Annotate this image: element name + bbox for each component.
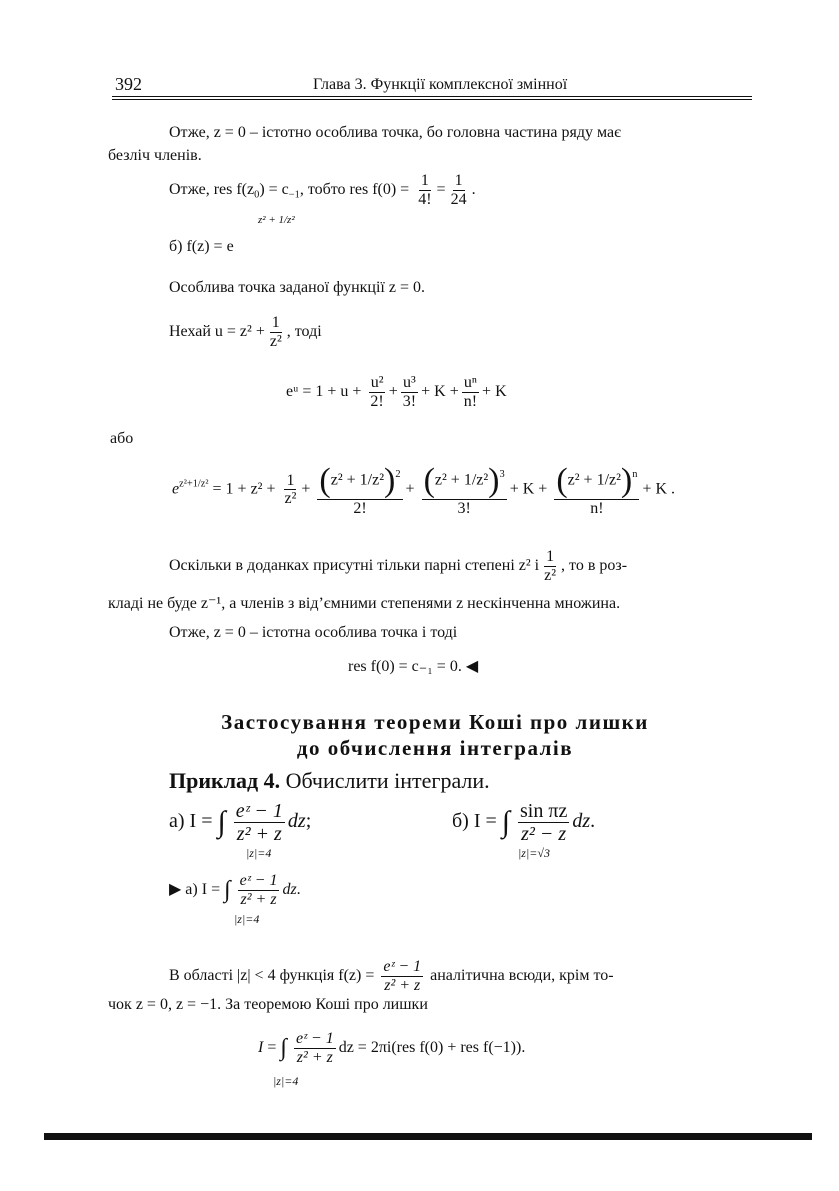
limit-b: |z|=√3 <box>518 846 550 860</box>
residue-prefix: Отже, res f(z <box>169 180 255 198</box>
residue-mid: ) = c <box>259 180 289 198</box>
conclusion-text: Отже, z = 0 – істотна особлива точка і тоді <box>169 624 458 641</box>
residue-tail: , тобто res f(0) = <box>299 180 410 198</box>
header-rule <box>112 96 752 97</box>
example-heading <box>169 768 490 794</box>
residue-line: Отже, res $f(z_0) = c_{-1}$, тобто res f(0) = $\frac{1}{4!}$ = $\frac{1}{24}$ . <box>169 172 476 208</box>
region-line: В області |z| < 4 функція f(z) = $\frac{\text{eᶻ − 1}}{\text{z² + z}}$ аналітична всюди, крім то- <box>169 958 614 994</box>
page-number: 392 <box>115 74 142 94</box>
fraction-sol-a: $\frac{\text{eᶻ − 1}}{\text{z² + z}}$ <box>239 872 278 908</box>
final-integral: I = ∫ $\frac{\text{eᶻ − 1}}{\text{z² + z}}$ dz = 2πi(res f(0) + res f(−1)). <box>258 1030 526 1066</box>
fraction-u3: $\frac{\text{u³}}{3!}$ <box>402 374 417 410</box>
header-rule-double <box>112 99 752 100</box>
bottom-rule <box>44 1133 812 1140</box>
item-b-label: б) f(z) = e <box>169 238 234 255</box>
example-label: Приклад 4. <box>169 768 281 793</box>
residue-result: res f(0) = c₋₁ = 0. ◀ <box>348 658 479 675</box>
fraction-termn: $\frac{(z^2 + 1/z^2)^n}{n!}$ <box>556 462 638 518</box>
limit-a: |z|=4 <box>246 846 272 860</box>
fraction-term3: $\frac{(z^2 + 1/z^2)^3}{3!}$ <box>423 462 505 518</box>
fraction-b: $\frac{\text{sin πz}}{\text{z² − z}}$ <box>520 800 568 845</box>
since-line: Оскільки в доданках присутні тільки парні степені z² і $\frac{1}{\text{z²}}$ , то в роз- <box>169 548 628 584</box>
section-title-line1: Застосування теореми Коші про лишки <box>221 710 649 734</box>
or-word: або <box>110 430 134 447</box>
limit-sol-a: |z|=4 <box>234 912 260 926</box>
fraction-1-over-24: $\frac{1}{24}$ <box>450 172 467 208</box>
fraction-region: $\frac{\text{eᶻ − 1}}{\text{z² + z}}$ <box>383 958 422 994</box>
paragraph-essential-point-cont: безліч членів. <box>108 147 202 164</box>
section-title-line2: до обчислення інтегралів <box>296 736 574 760</box>
let-u-line: Нехай u = z² + $\frac{1}{\text{z²}}$ , тоді <box>169 314 322 350</box>
fraction-un: $\frac{\text{uⁿ}}{n!}$ <box>463 374 478 410</box>
paragraph-essential-point: Отже, z = 0 – істотно особлива точка, бо головна частина ряду має <box>169 124 622 141</box>
fraction-u2: $\frac{\text{u²}}{2!}$ <box>370 374 384 410</box>
fraction-term2: $\frac{(z^2 + 1/z^2)^2}{2!}$ <box>319 462 401 518</box>
series-eu: eᵘ = 1 + u + $\frac{\text{u²}}{2!}$ + $\frac{\text{u³}}{3!}$ + K + $\frac{\text{uⁿ}}{n!}$ + K <box>286 374 507 410</box>
series-big: $e^{z^2+1/z^2} = 1 + z^2$ + $\frac{1}{\text{z²}}$ + $\frac{(z^2 + 1/z^2)^2}{2!}$ + $\frac{(z^2 + 1/z^2)^3}{3!}$ + K + $\frac{(z^2 + 1/z^2)^n}{n!}$ + K . <box>172 462 676 518</box>
points-line: чок z = 0, z = −1. За теоремою Коші про лишки <box>108 996 428 1013</box>
limit-final: |z|=4 <box>273 1074 299 1088</box>
example-text: Обчислити інтеграли. <box>285 768 490 793</box>
fraction-a: $\frac{\text{eᶻ − 1}}{\text{z² + z}}$ <box>235 800 283 845</box>
fraction-final: $\frac{\text{eᶻ − 1}}{\text{z² + z}}$ <box>295 1030 334 1066</box>
item-b-function <box>169 238 234 256</box>
chapter-title: Глава 3. Функції комплексної змінної <box>313 76 568 93</box>
fraction-1-over-z2: $\frac{1}{\text{z²}}$ <box>269 314 282 350</box>
solution-a: ▶ а) I = ∫ $\frac{\text{eᶻ − 1}}{\text{z² + z}}$ dz. <box>169 872 301 908</box>
integral-a: а) I = ∫ $\frac{\text{eᶻ − 1}}{\text{z² + z}}$ dz; <box>169 800 312 845</box>
fraction-1-over-z2-c: $\frac{1}{\text{z²}}$ <box>544 548 557 584</box>
item-b-exponent: z² + 1/z² <box>258 214 295 226</box>
fraction-1-over-4fact: $\frac{1}{4!}$ <box>418 172 432 208</box>
fraction-1-over-z2-b: $\frac{1}{\text{z²}}$ <box>284 471 297 508</box>
since-line-cont: кладі не буде z⁻¹, а членів з від’ємними степенями z нескінченна множина. <box>108 595 621 612</box>
singular-point-text: Особлива точка заданої функції z = 0. <box>169 279 425 296</box>
integral-b: б) I = ∫ $\frac{\text{sin πz}}{\text{z² − z}}$ dz. <box>452 800 596 845</box>
